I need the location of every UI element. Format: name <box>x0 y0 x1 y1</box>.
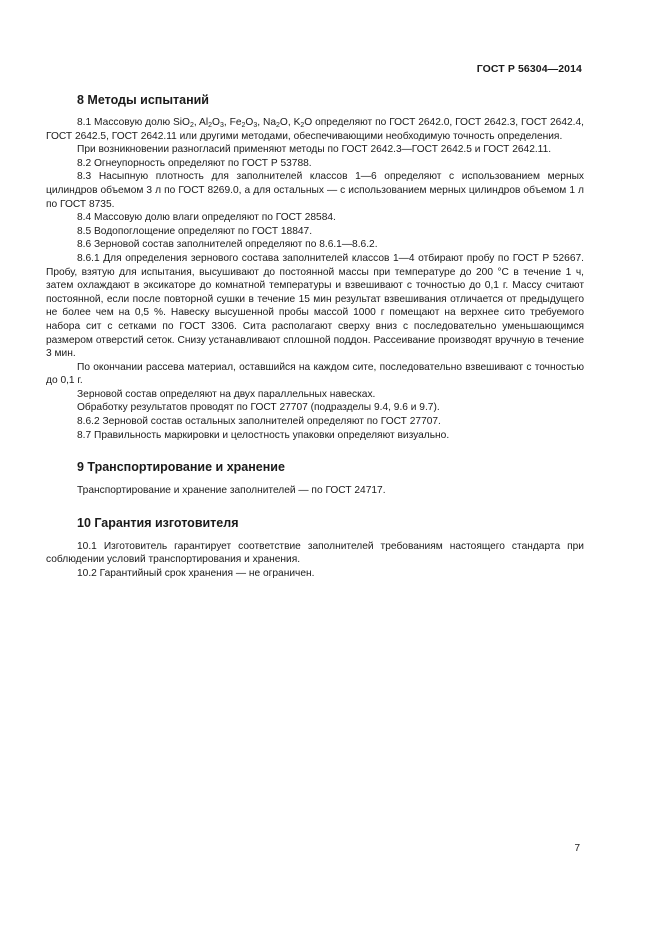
paragraph-8-6-1: 8.6.1 Для определения зернового состава заполнителей классов 1—4 отбирают пробу по ГОСТ Р 52667. Пробу, взятую для испытания, высушивают до постоянной массы при температуре до 200 °С в течение 1 ч, затем охлаждают в эксикаторе до комнатной температуры и взвешивают с точностью до 0,1 г. Массу считают постоянной, если после повторной сушки в течение 15 мин результат взвешивания отличается от предыдущего не более чем на 0,5 %. Навеску высушенной пробы массой 1000 г помещают на верхнее сито требуемого набора сит с сетками по ГОСТ 3306. Сита располагают сверху вниз с последовательно уменьшающимся размером отверстий сеток. Снизу устанавливают сплошной поддон. Рассеивание производят вручную в течение 3 мин. <box>46 252 584 360</box>
standard-header: ГОСТ Р 56304—2014 <box>476 63 582 75</box>
paragraph-8-6-1-weighing: По окончании рассева материал, оставшийся на каждом сите, последовательно взвешивают с точностью до 0,1 г. <box>46 361 584 387</box>
paragraph-8-6-1-processing: Обработку результатов проводят по ГОСТ 27707 (подразделы 9.4, 9.6 и 9.7). <box>77 402 440 414</box>
paragraph-10-1: 10.1 Изготовитель гарантирует соответствие заполнителей требованиям настоящего стандарта при соблюдении условий транспортирования и хранения. <box>46 540 584 566</box>
section-10-title: 10 Гарантия изготовителя <box>77 515 239 530</box>
page-content <box>46 92 584 581</box>
paragraph-8-6-1-parallel: Зерновой состав определяют на двух параллельных навесках. <box>77 388 376 400</box>
section-8-title: 8 Методы испытаний <box>77 93 209 107</box>
paragraph-8-6: 8.6 Зерновой состав заполнителей определяют по 8.6.1—8.6.2. <box>77 239 378 251</box>
paragraph-8-2: 8.2 Огнеупорность определяют по ГОСТ Р 53788. <box>77 157 312 169</box>
paragraph-8-6-2: 8.6.2 Зерновой состав остальных заполнителей определяют по ГОСТ 27707. <box>77 416 441 428</box>
paragraph-8-4: 8.4 Массовую долю влаги определяют по ГОСТ 28584. <box>77 212 336 224</box>
page-number: 7 <box>574 843 580 854</box>
paragraph-8-3: 8.3 Насыпную плотность для заполнителей классов 1—6 определяют с использованием мерных цилиндров объемом 3 л по ГОСТ 8269.0, а для остальных — с использованием мерных цилиндров объемом 1 л по ГОСТ 8735. <box>46 171 584 210</box>
paragraph-8-5: 8.5 Водопоглощение определяют по ГОСТ 18847. <box>77 225 313 237</box>
paragraph-10-2: 10.2 Гарантийный срок хранения — не ограничен. <box>77 568 315 580</box>
section-9-title: 9 Транспортирование и хранение <box>77 460 285 475</box>
paragraph-9: Транспортирование и хранение заполнителей — по ГОСТ 24717. <box>77 485 386 497</box>
paragraph-8-1: 8.1 Массовую долю SiO$_2$, $Al_2O_3$, $Fe_2O_3$, $Na_2O$, $K_2O$ определяют по ГОСТ 2642.0, ГОСТ 2642.3, ГОСТ 2642.4, ГОСТ 2642.5, ГОСТ 2642.11 или другими методами, обеспечивающими необходимую точность определения. <box>46 117 584 142</box>
paragraph-8-7: 8.7 Правильность маркировки и целостность упаковки определяют визуально. <box>77 429 450 441</box>
paragraph-8-1-disputes: При возникновении разногласий применяют методы по ГОСТ 2642.3—ГОСТ 2642.5 и ГОСТ 2642.11. <box>77 144 552 156</box>
